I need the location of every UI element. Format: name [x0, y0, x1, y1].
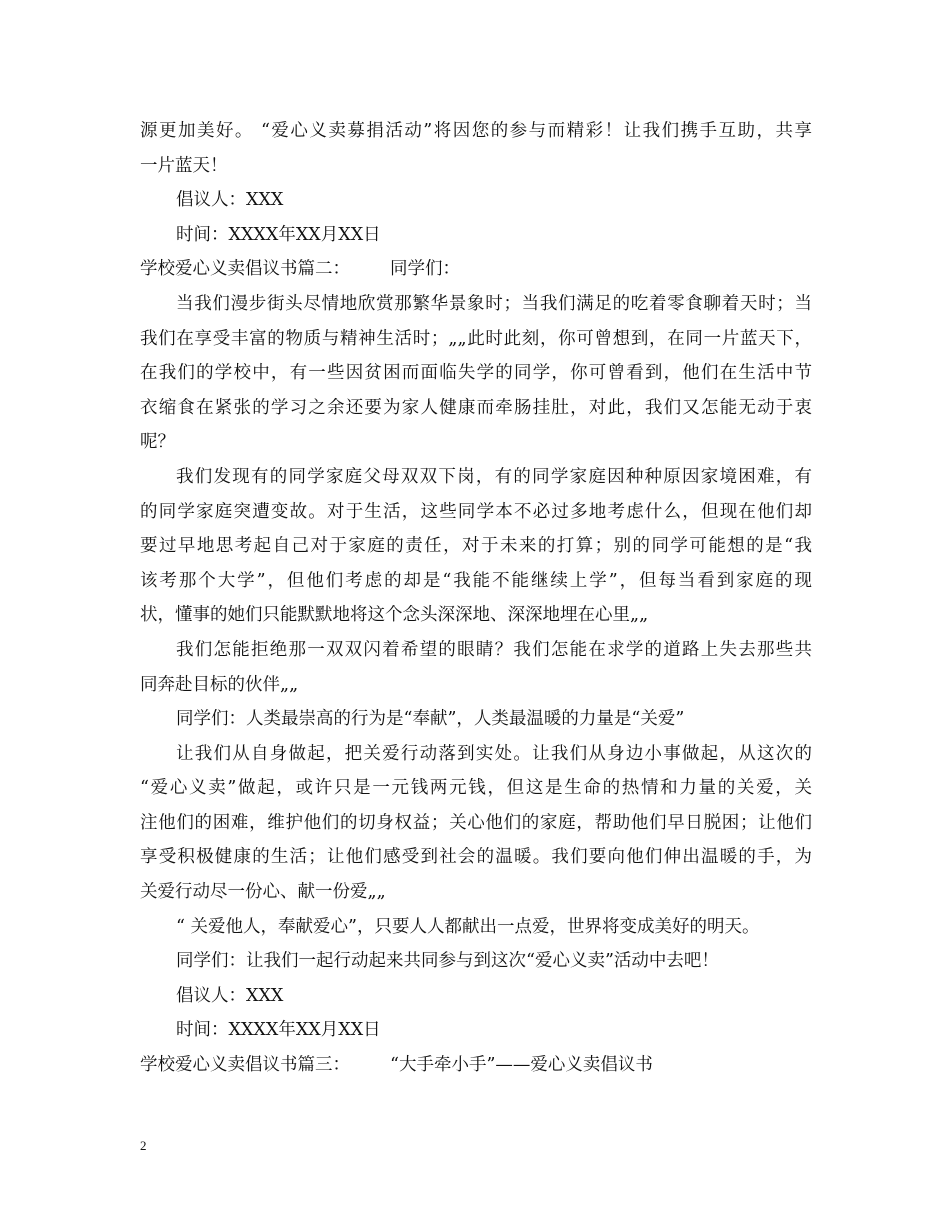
paragraph-line: 同学们：让我们一起行动起来共同参与到这次“爱心义卖”活动中去吧！	[176, 951, 719, 972]
paragraph-line: 源更加美好。 “爱心义卖募捐活动”将因您的参与而精彩！让我们携手互助，共享	[140, 121, 812, 141]
paragraph-line: 呢？	[140, 432, 175, 453]
paragraph-line: 我们发现有的同学家庭父母双双下岗，有的同学家庭因种种原因家境困难，有	[176, 466, 812, 487]
section-heading: 学校爱心义卖倡议书篇二：	[140, 259, 350, 280]
paragraph-line: “ 关爱他人，奉献爱心”，只要人人都献出一点爱，世界将变成美好的明天。	[176, 916, 760, 937]
paragraph-line: 我们在享受丰富的物质与精神生活时；„„此时此刻，你可曾想到，在同一片蓝天下，	[140, 328, 812, 349]
section-subtitle: “大手牵小手”——爱心义卖倡议书	[390, 1055, 653, 1076]
proposer-line: 倡议人：XXX	[176, 985, 284, 1006]
paragraph-line: 享受积极健康的生活；让他们感受到社会的温暖。我们要向他们伸出温暖的手，为	[140, 847, 812, 868]
section-heading-line	[140, 252, 812, 287]
paragraph-line: 在我们的学校中，有一些因贫困而面临失学的同学，你可曾看到，他们在生活中节	[140, 363, 812, 384]
proposer-line: 倡议人：XXX	[176, 190, 284, 211]
paragraph-line: 让我们从自身做起，把关爱行动落到实处。让我们从身边小事做起，从这次的	[176, 743, 812, 764]
section-heading-line	[140, 1048, 812, 1083]
paragraph-line: 同学们：人类最崇高的行为是“奉献”，人类最温暖的力量是“关爱”	[176, 709, 685, 730]
paragraph-line: 状，懂事的她们只能默默地将这个念头深深地、深深地埋在心里„„	[140, 605, 649, 626]
paragraph-line: 我们怎能拒绝那一双双闪着希望的眼睛？我们怎能在求学的道路上失去那些共	[176, 639, 812, 660]
date-line: 时间：XXXX年XX月XX日	[176, 1020, 381, 1041]
paragraph-line: 要过早地思考起自己对于家庭的责任，对于未来的打算；别的同学可能想的是“我	[140, 536, 812, 557]
document-body	[140, 114, 812, 1083]
section-heading: 学校爱心义卖倡议书篇三：	[140, 1055, 350, 1076]
paragraph-line: 衣缩食在紧张的学习之余还要为家人健康而牵肠挂肚，对此，我们又怎能无动于衷	[140, 397, 812, 418]
date-line: 时间：XXXX年XX月XX日	[176, 224, 381, 245]
paragraph-line: 当我们漫步街头尽情地欣赏那繁华景象时；当我们满足的吃着零食聊着天时；当	[176, 293, 812, 314]
paragraph-line: 该考那个大学”，但他们考虑的却是“我能不能继续上学”，但每当看到家庭的现	[140, 570, 812, 591]
page-number: 2	[140, 1138, 147, 1153]
paragraph-line: 注他们的困难，维护他们的切身权益；关心他们的家庭，帮助他们早日脱困；让他们	[140, 812, 812, 833]
paragraph-line: 一片蓝天！	[140, 155, 228, 176]
paragraph-line: “爱心义卖”做起，或许只是一元钱两元钱，但这是生命的热情和力量的关爱，关	[140, 778, 812, 799]
paragraph-line: 关爱行动尽一份心、献一份爱„„	[140, 882, 386, 903]
paragraph-line: 同奔赴目标的伙伴„„	[140, 674, 299, 695]
salutation: 同学们：	[390, 259, 460, 280]
paragraph-line: 的同学家庭突遭变故。对于生活，这些同学本不必过多地考虑什么，但现在他们却	[140, 501, 812, 522]
